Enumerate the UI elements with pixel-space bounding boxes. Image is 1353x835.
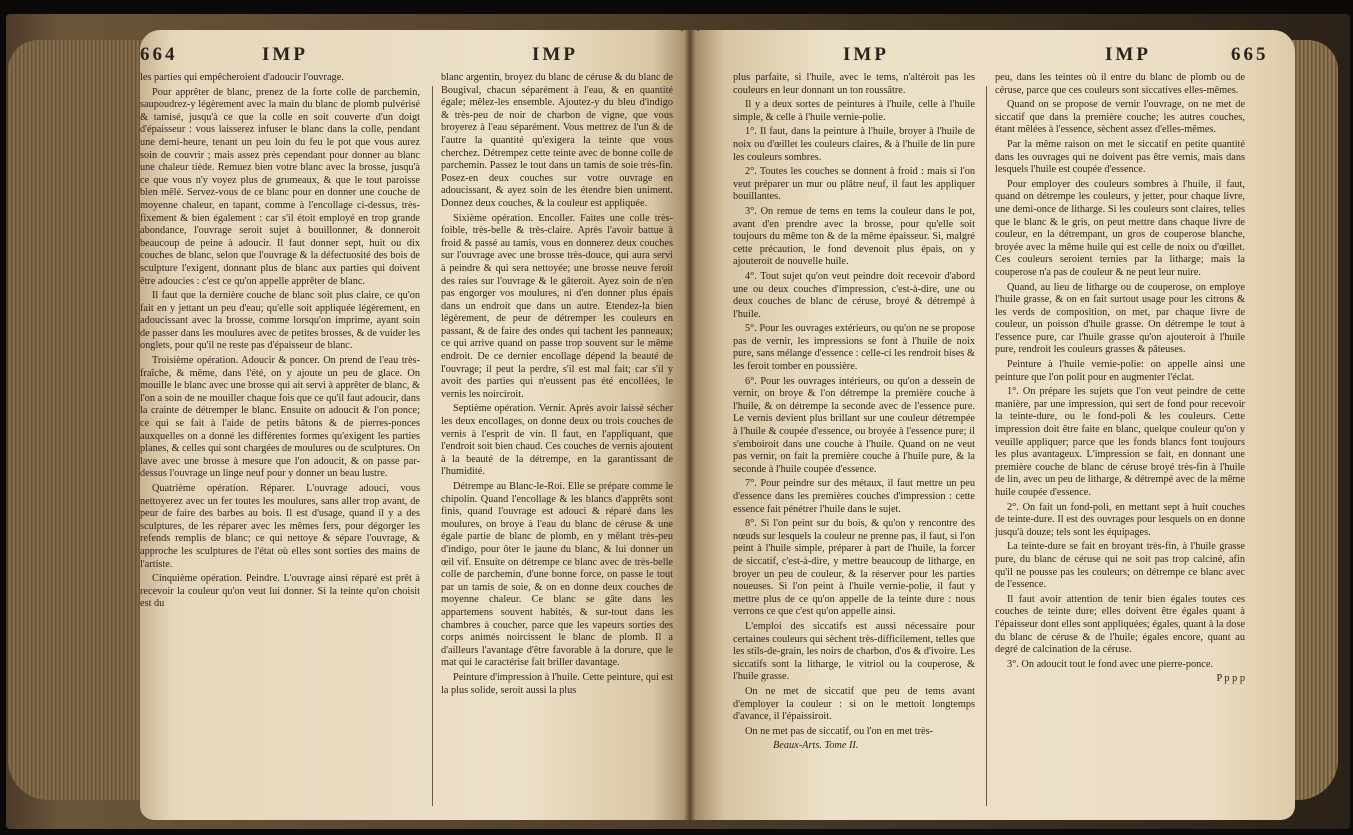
paragraph: Il faut que la dernière couche de blanc soit plus claire, ce qu'on fait en y jettant un peu d'eau; qu'elle soit appliquée légèrement, en adoucissant avec la brosse, comme lorsqu'on imprime, ayant soin de passer dans les moulures avec de petites brosses, & de vuider les onglets, pour qu'il ne reste pas d'épaisseur de blanc.	[140, 290, 420, 352]
paragraph: 1°. On prépare les sujets que l'on veut peindre de cette manière, par une impression, qui sert de fond pour recevoir la teinte-dure, ou le fond-poli & les couleurs. Cette impression doit être faite en blanc, quelque couleur qu'on y veuille appliquer; parce que les fonds blancs font toujours les plus avantageux. L'impression se fait, en donnant une première couche de blanc de céruse broyé très-fin à l'huile de lin, avec un peu de litharge, & détrempé avec de la même huile coupée d'essence.	[995, 386, 1245, 498]
page-edges-left	[8, 40, 148, 800]
paragraph: Pour employer des couleurs sombres à l'huile, il faut, quand on détrempe les couleurs, y jetter, pour chaque livre, une demi-once de litharge. Si les couleurs sont claires, telles que le blanc & le gris, on peut mettre dans chaque livre de couleur, en la détrempant, un gros de couperose blanche, broyée avec la même huile qui est celle de noix ou d'œillet. Ces couleurs seroient ternies par la litharge; mais la couperose n'a pas de couleur & ne peut leur nuire.	[995, 178, 1245, 278]
paragraph: Quand, au lieu de litharge ou de couperose, on employe l'huile grasse, & on en fait surtout usage pour les citrons & les verds de composition, on met, par chaque livre de couleur, un poisson d'huile grasse. On détrempe le tout à l'essence pure, car l'huile grasse qu'on ajouteroit à l'huile pure, rendroit les couleurs grasses & pâteuses.	[995, 281, 1245, 356]
page-number-left: 664	[140, 44, 178, 65]
paragraph: 8°. Si l'on peint sur du bois, & qu'on y rencontre des nœuds sur lesquels la couleur ne prenne pas, il faut, si l'on peint à l'huile simple, préparer à part de l'huile, la forcer de siccatif, c'est-à-dire, y mettre beaucoup de litharge, en broyer un peu de couleur, & la réserver pour les parties noueuses. Si l'on peint à l'huile vernie-polie, il faut y mettre plus de ce qu'on appelle de la teinte dure : nous verrons ce que c'est qu'on appelle ainsi.	[733, 518, 975, 618]
paragraph: La teinte-dure se fait en broyant très-fin, à l'huile grasse pure, du blanc de céruse qui ne soit pas trop calciné, afin qu'il ne pousse pas les couleurs; on détrempe ce blanc avec de l'essence.	[995, 541, 1245, 591]
paragraph: blanc argentin, broyez du blanc de céruse & du blanc de Bougival, chacun séparément à l'eau, & en quantité égale; mêlez-les ensemble. Ajoutez-y du bleu d'indigo & très-peu de noir de charbon de vigne, que vous broyerez à l'eau séparément. Vous mettrez de l'un & de l'autre la quantité qu'exigera la teinte que vous cherchez. Détrempez cette teinte avec de bonne colle de parchemin. Passez le tout dans un tamis de soie très-fin. Posez-en deux couches sur votre ouvrage en adoucissant, & ayez soin de les étendre bien uniment. Donnez deux couches, & la couleur est appliquée.	[441, 72, 673, 209]
column-rule	[986, 86, 987, 806]
left-page	[140, 30, 685, 820]
paragraph: plus parfaite, si l'huile, avec le tems, n'altéroit pas les couleurs en leur donnant un ton roussâtre.	[733, 72, 975, 96]
footer-title: Beaux-Arts. Tome II.	[773, 740, 859, 752]
signature-mark: P p p p	[1216, 673, 1245, 685]
paragraph: Il faut avoir attention de tenir bien égales toutes ces couches de teinte dure; elles doivent être égales quant à l'épaisseur dont elles sont appliquées; égales, quant à la dose du blanc de céruse & de l'huile; égales encore, quant au degré de calcination de la céruse.	[995, 593, 1245, 656]
paragraph: Par la même raison on met le siccatif en petite quantité dans les ouvrages qui ne doivent pas être vernis, mais dans lesquels l'huile est coupée d'essence.	[995, 138, 1245, 176]
paragraph: 3°. On remue de tems en tems la couleur dans le pot, avant d'en prendre avec la brosse, pour qu'elle soit toujours du même ton & de la même épaisseur. Si, malgré cette précaution, le fond devenoit plus épais, on y ajouteroit de nouvelle huile.	[733, 205, 975, 268]
paragraph: Cinquième opération. Peindre. L'ouvrage ainsi réparé est prêt à recevoir la couleur qu'on veut lui donner. Si la teinte qu'on choisit est du	[140, 573, 420, 610]
paragraph: Peinture à l'huile vernie-polie: on appelle ainsi une peinture que l'on polit pour en augmenter l'éclat.	[995, 359, 1245, 383]
paragraph: 2°. Toutes les couches se donnent à froid : mais si l'on veut préparer un mur ou plâtre neuf, il faut les appliquer bouillantes.	[733, 166, 975, 203]
paragraph: Détrempe au Blanc-le-Roi. Elle se prépare comme le chipolin. Quand l'encollage & les blancs d'apprêts sont finis, quand l'ouvrage est adouci & réparé dans les moulures, on broye à l'eau du blanc de céruse & une égale partie de blanc de plomb, en y mêlant très-peu d'indigo, pour ôter le jaune du blanc, & lui donner un œil vif. Ensuite on détrempe ce blanc avec de très-belle colle de parchemin, d'une bonne force, on passe le tout par un tamis de soie, & on en donne deux couches de moyenne chaleur. Ce blanc se gâte dans les appartemens souvent habités, & sur-tout dans les chambres à coucher, parce que les vapeurs sorties des corps animés noircissent le blanc de plomb. Il a d'ailleurs l'avantage d'être favorable à la dorure, que le mat qui le caractérise fait briller davantage.	[441, 481, 673, 669]
paragraph: Sixième opération. Encoller. Faites une colle très-foible, très-belle & très-claire. Après l'avoir battue à froid & passé au tamis, vous en donnerez deux couches sur l'ouvrage avec une brosse très-douce, qui aura servi à peindre & qui sera nettoyée; une brosse neuve feroit des raies sur l'ouvrage & le gâteroit. Ayez soin de n'en pas engorger vos moulures, ni d'en donner plus épais dans un endroit que dans un autre. Etendez-la bien légèrement, de peur de détremper les couleurs en passant, & de faire des ondes qui tachent les panneaux; ce qui arrive quand on passe trop souvent sur le même endroit. De ce dernier encollage dépend la beauté de l'ouvrage; il peut la perdre, s'il est mal fait; car s'il y avoit des parties qui n'eussent pas été encollées, le vernis les noirciroit.	[441, 212, 673, 400]
right-page	[695, 30, 1295, 820]
paragraph: Troisième opération. Adoucir & poncer. On prend de l'eau très-fraîche, & même, dans l'été, on y ajoute un peu de glace. On mouille le blanc avec une brosse qui ait servi à apprêter de blanc, & l'on a soin de ne mouiller chaque fois que ce qu'il faut adoucir, dans la crainte de détremper le blanc. Ensuite on adoucit & l'on ponce; ce qui se fait à l'aide de petits bâtons & de pierres-ponces auxquelles on a donné les différentes formes qu'exigent les parties planes, & celles qui sont chargées de moulures ou de sculptures. On lave avec une brosse à mesure que l'on adoucit, & on passe par-dessus l'ouvrage un linge neuf pour y donner un beau lustre.	[140, 355, 420, 480]
paragraph: les parties qui empêcheroient d'adoucir l'ouvrage.	[140, 72, 344, 83]
paragraph: 5°. Pour les ouvrages extérieurs, ou qu'on ne se propose pas de vernir, les impressions se font à l'huile de noix pure, sans mélange d'essence : celle-ci les rendroit bises & les feroit tomber en poussière.	[733, 323, 975, 373]
paragraph: peu, dans les teintes où il entre du blanc de plomb ou de céruse, parce que ces couleurs sont siccatives elles-mêmes.	[995, 72, 1245, 96]
paragraph: 7°. Pour peindre sur des métaux, il faut mettre un peu d'essence dans les premières couches d'impression : cette essence fait pénétrer l'huile dans le sujet.	[733, 478, 975, 515]
paragraph: Quatrième opération. Réparer. L'ouvrage adouci, vous nettoyerez avec un fer toutes les moulures, sans aller trop avant, de peur de faire des barbes au bois. Il est d'usage, quand il y a des sculptures, de les réparer avec les mêmes fers, pour dégorger les refends remplis de blanc; ce qui nettoye & sépare l'ouvrage, & approche les sculptures de l'état où elles sont sorties des mains de l'artiste.	[140, 483, 420, 570]
running-head-left-col2: IMP	[532, 44, 578, 65]
running-head-right-col1: IMP	[843, 44, 889, 65]
page-number-right: 665	[1231, 44, 1269, 65]
paragraph: Septième opération. Vernir. Après avoir laissé sécher les deux encollages, on donne deux ou trois couches de vernis à l'esprit de vin. Il faut, en l'appliquant, que l'endroit soit bien chaud. Ces couches de vernis ajoutent à la beauté de la détrempe, en la garantissant de l'humidité.	[441, 403, 673, 478]
running-head-left-col1: IMP	[262, 44, 308, 65]
left-column-2	[441, 72, 673, 699]
paragraph: Peinture d'impression à l'huile. Cette peinture, qui est la plus solide, seroit aussi la plus	[441, 671, 673, 696]
paragraph: 4°. Tout sujet qu'on veut peindre doit recevoir d'abord une ou deux couches d'impression, c'est-à-dire, une ou deux couches de blanc de céruse, broyé & détrempé à l'huile.	[733, 270, 975, 320]
paragraph: 1°. Il faut, dans la peinture à l'huile, broyer à l'huile de noix ou d'œillet les couleurs claires, & à l'huile de lin pure les couleurs sombres.	[733, 126, 975, 163]
left-column-1	[140, 72, 420, 613]
page-edges-right	[1288, 40, 1338, 800]
paragraph: Pour apprêter de blanc, prenez de la forte colle de parchemin, saupoudrez-y légèrement avec la main du blanc de plomb pulvérisé & tamisé, jusqu'à ce que la colle en soit couverte d'un doigt d'épaisseur : vous laisserez infuser le blanc dans la colle, pendant une demi-heure, tenant un peu loin du feu le pot que vous aurez soin de couvrir ; mais assez près cependant pour donner au blanc une chaleur tiède. Remuez bien votre blanc avec la brosse, jusqu'à ce que vous n'y voyez plus de grumeaux, & que le tout paroisse bien mêlé. Servez-vous de ce blanc pour en donner une couche de moyenne chaleur, en tapant, comme à l'encollage ci-dessus, très-fixement & bien également : car s'il étoit employé en trop grande abondance, l'ouvrage seroit sujet à bouillonner, & donneroit beaucoup de peine à adoucir. Il faut donner sept, huit ou dix couches de blanc, selon que l'ouvrage & la défectuosité des bois de sculpture l'exigent, donnant plus de blanc aux parties qui doivent être adoucies : c'est ce qu'on appelle apprêter de blanc.	[140, 86, 420, 287]
right-column-2	[995, 72, 1245, 688]
paragraph: 3°. On adoucit tout le fond avec une pierre-ponce.	[1007, 658, 1213, 670]
column-rule	[432, 86, 433, 806]
paragraph: L'emploi des siccatifs est aussi nécessaire pour certaines couleurs qui sèchent très-difficilement, telles que les stils-de-grain, les noirs de charbon, d'os & d'ivoire. Les siccatifs sont la litharge, le vitriol ou la couperose, & l'huile grasse.	[733, 620, 975, 683]
running-head-right-col2: IMP	[1105, 44, 1151, 65]
right-column-1	[733, 72, 975, 755]
paragraph: Quand on se propose de vernir l'ouvrage, on ne met de siccatif que dans la première couche; les autres couches, étant mêlées à l'essence, sèchent assez d'elles-mêmes.	[995, 99, 1245, 136]
paragraph: 6°. Pour les ouvrages intérieurs, ou qu'on a dessein de vernir, on broye & l'on détrempe la première couche à l'huile, & on détrempe la seconde avec de l'essence pure. Le vernis devient plus brillant sur une couleur détrempée à l'huile & coupée d'essence, ou broyée à l'essence pure; il s'emboiroit dans une couche à l'huile. Quand on ne veut pas vernir, on fait la première couche à l'huile pure, & la seconde à l'huile coupée d'essence.	[733, 375, 975, 475]
paragraph: 2°. On fait un fond-poli, en mettant sept à huit couches de teinte-dure. Il est des ouvrages pour lesquels on en donne jusqu'à douze; tels sont les équipages.	[995, 501, 1245, 538]
paragraph: On ne met de siccatif que peu de tems avant d'employer la couleur : si on le mettoit longtemps d'avance, il l'épaissiroit.	[733, 685, 975, 723]
paragraph: Il y a deux sortes de peintures à l'huile, celle à l'huile simple, & celle à l'huile vernie-polie.	[733, 99, 975, 123]
paragraph: On ne met pas de siccatif, ou l'on en met très-	[745, 725, 933, 737]
